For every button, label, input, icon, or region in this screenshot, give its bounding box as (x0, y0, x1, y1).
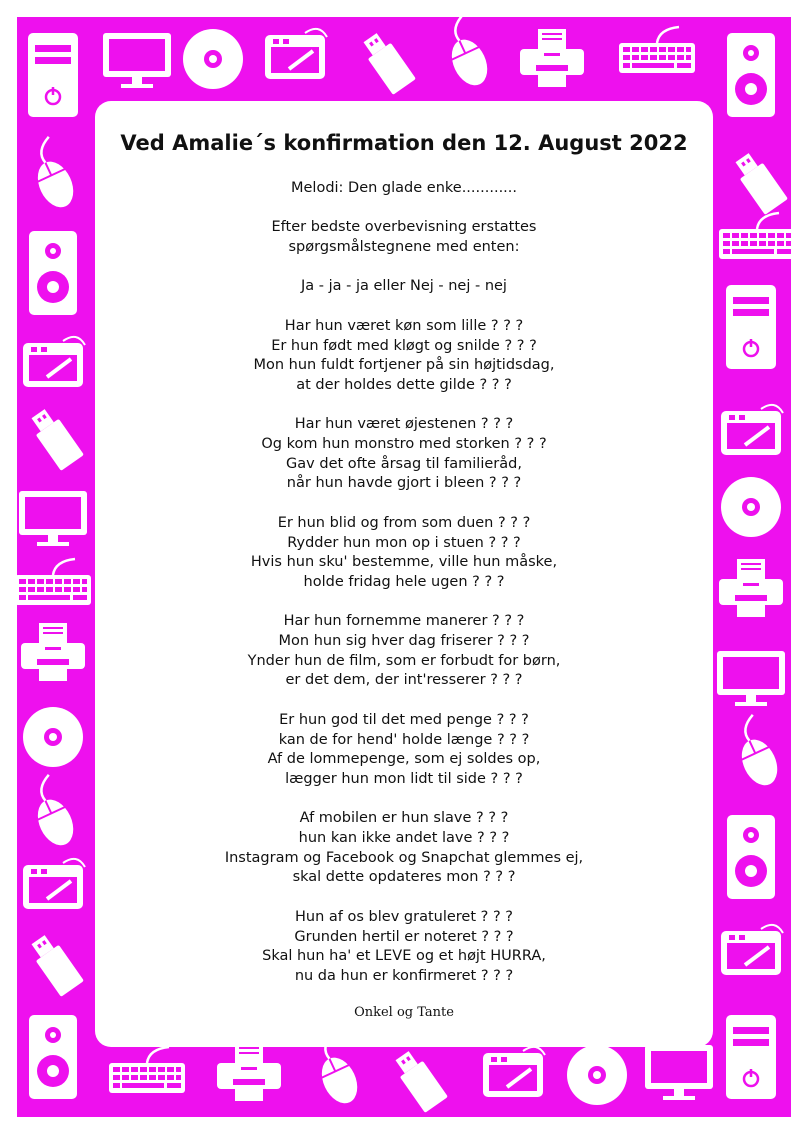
stanza (95, 277, 713, 297)
graphics-tablet-icon (265, 29, 327, 79)
poem-line: spørgsmålstegnene med enten: (288, 239, 520, 256)
keyboard-icon (719, 213, 791, 259)
stanza (95, 317, 713, 396)
stanza (95, 218, 713, 257)
monitor-icon (19, 491, 87, 546)
poem-line: Grunden hertil er noteret ? ? ? (294, 928, 514, 945)
poem-line: hun kan ikke andet lave ? ? ? (298, 830, 510, 847)
printer-icon (217, 1043, 281, 1101)
monitor-icon (717, 651, 785, 706)
cd-disc-icon (721, 477, 781, 537)
computer-mouse-icon (22, 774, 81, 851)
poem-line: Hun af os blev gratuleret ? ? ? (295, 908, 513, 925)
stanza (95, 908, 713, 987)
poem-line: Har hun været øjestenen ? ? ? (294, 416, 514, 433)
poem-line: Har hun været køn som lille ? ? ? (284, 317, 524, 334)
computer-tower-icon (726, 285, 776, 369)
usb-stick-icon (391, 1048, 448, 1113)
stanza (95, 415, 713, 494)
usb-stick-icon (27, 932, 84, 997)
poem-line: Melodi: Den glade enke............ (290, 180, 518, 196)
graphics-tablet-icon (483, 1047, 545, 1097)
stanza (95, 711, 713, 790)
monitor-icon (103, 33, 171, 88)
graphics-tablet-icon (721, 925, 783, 975)
cd-disc-icon (183, 29, 243, 89)
graphics-tablet-icon (721, 405, 783, 455)
poem-line: skal dette opdateres mon ? ? ? (292, 869, 516, 886)
poem-line: Ja - ja - ja eller Nej - nej - nej (301, 278, 507, 295)
poem-line: Har hun fornemme manerer ? ? ? (283, 613, 525, 630)
poem-body (95, 179, 713, 1006)
poem-line: Skal hun ha' et LEVE og et højt HURRA, (262, 948, 546, 965)
usb-stick-icon (359, 30, 416, 95)
page-title: Ved Amalie´s konfirmation den 12. August 2022 (120, 131, 688, 155)
poem-line: Instagram og Facebook og Snapchat glemmes ej, (224, 849, 584, 866)
stanza (95, 179, 713, 199)
usb-stick-icon (27, 406, 84, 471)
monitor-icon (645, 1045, 713, 1100)
stanza (95, 809, 713, 888)
computer-tower-icon (726, 1015, 776, 1099)
poem-line: Mon hun sig hver dag friserer ? ? ? (278, 633, 530, 650)
computer-mouse-icon (22, 136, 81, 213)
poem-line: Rydder hun mon op i stuen ? ? ? (287, 534, 521, 551)
printer-icon (21, 623, 85, 681)
printer-icon (719, 559, 783, 617)
poem-line: er det dem, der int'resserer ? ? ? (285, 672, 523, 689)
stanza (95, 514, 713, 593)
poem-line: at der holdes dette gilde ? ? ? (296, 376, 512, 393)
cd-disc-icon (567, 1045, 627, 1105)
usb-stick-icon (731, 150, 788, 215)
keyboard-icon (109, 1047, 185, 1093)
poem-line: nu da hun er konfirmeret ? ? ? (294, 967, 514, 984)
speaker-icon (29, 1015, 77, 1099)
keyboard-icon (17, 559, 91, 605)
decorative-border (17, 17, 791, 1117)
poem-line: Gav det ofte årsag til familieråd, (286, 455, 522, 472)
computer-mouse-icon (436, 17, 495, 91)
poem-line: Af mobilen er hun slave ? ? ? (299, 810, 509, 827)
poem-line: holde fridag hele ugen ? ? ? (303, 573, 505, 590)
poem-line: Efter bedste overbevisning erstattes (271, 219, 537, 236)
poem-line: Af de lommepenge, som ej soldes op, (267, 751, 541, 768)
computer-tower-icon (28, 33, 78, 117)
poem-line: Mon hun fuldt fortjener på sin højtidsdag, (253, 357, 555, 374)
poem-line: Hvis hun sku' bestemme, ville hun måske, (250, 554, 558, 571)
poem-line: Ynder hun de film, som er forbudt for børn, (247, 652, 561, 669)
stanza (95, 612, 713, 691)
poem-line: Er hun blid og from som duen ? ? ? (277, 514, 531, 531)
graphics-tablet-icon (23, 337, 85, 387)
speaker-icon (727, 33, 775, 117)
poem-line: Er hun født med kløgt og snilde ? ? ? (271, 337, 537, 354)
poem-line: når hun havde gjort i bleen ? ? ? (286, 475, 522, 492)
poem-line: Er hun god til det med penge ? ? ? (279, 711, 529, 728)
printer-icon (520, 29, 584, 87)
speaker-icon (29, 231, 77, 315)
speaker-icon (727, 815, 775, 899)
signature: Onkel og Tante (354, 1005, 454, 1020)
cd-disc-icon (23, 707, 83, 767)
graphics-tablet-icon (23, 859, 85, 909)
computer-mouse-icon (726, 714, 785, 791)
poem-line: kan de for hend' holde længe ? ? ? (278, 731, 530, 748)
poem-panel (95, 101, 713, 1047)
poem-line: Og kom hun monstro med storken ? ? ? (261, 436, 547, 453)
keyboard-icon (619, 27, 695, 73)
poem-line: lægger hun mon lidt til side ? ? ? (285, 770, 523, 787)
